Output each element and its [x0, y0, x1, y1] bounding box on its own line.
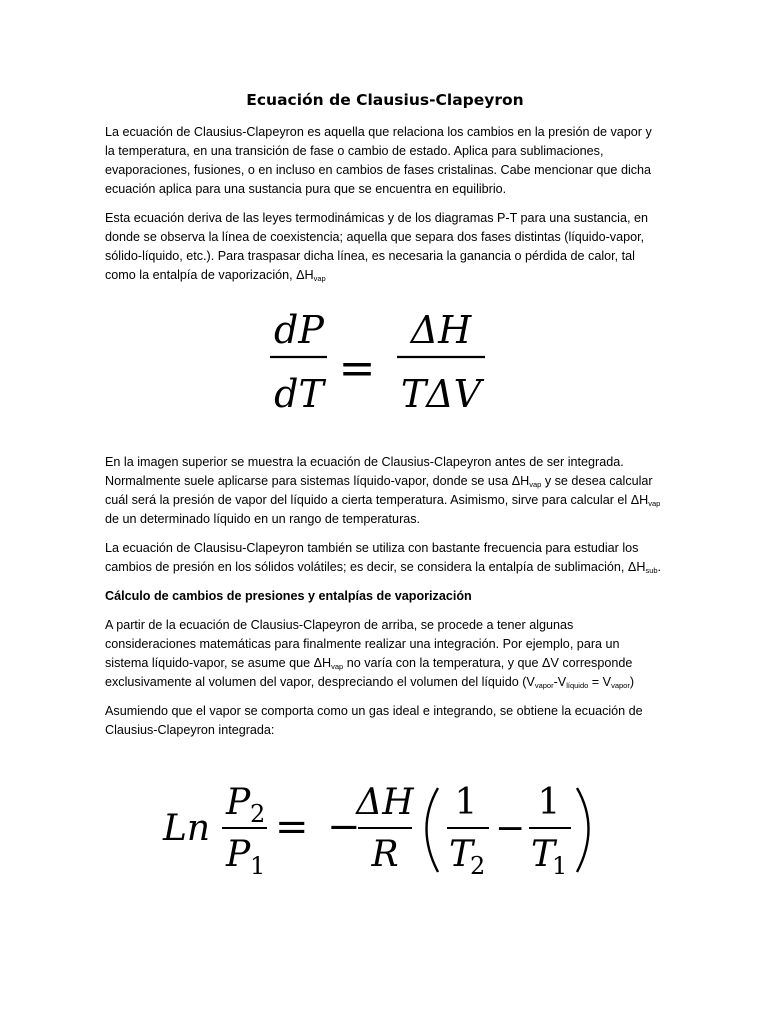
paragraph-considerations [105, 616, 665, 692]
eq2-p2-subscript: 2 [250, 800, 266, 828]
equation-differential [105, 295, 665, 445]
eq1-denominator-right: TΔV [400, 372, 482, 416]
paragraph-considerations-text-a: A partir de la ecuación de Clausius-Clapeyron de arriba, se procede a tener algunas consideraciones matemáticas para finalmente realizar una integración. Por ejemplo, para un sistema líquido-vapor, se asume que ΔH [105, 618, 620, 670]
paragraph-usage [105, 453, 665, 529]
eq2-t1-subscript: 1 [552, 852, 568, 880]
eq2-open-paren [427, 788, 439, 872]
subscript-vap: vap [648, 499, 661, 508]
paragraph-sublimation-text: La ecuación de Clausisu-Clapeyron también se utiliza con bastante frecuencia para estudiar los cambios de presión en los sólidos volátiles; es decir, se considera la entalpía de sublimación, ΔH [105, 541, 646, 574]
eq2-close-paren [577, 788, 589, 872]
section-heading: Cálculo de cambios de presiones y entalpías de vaporización [105, 589, 472, 603]
paragraph-intro-text: La ecuación de Clausius-Clapeyron es aquella que relaciona los cambios en la presión de vapor y la temperatura, en una transición de fase o cambio de estado. Aplica para sublimaciones, evaporaciones, fusiones, o en incluso en cambios de fases cristalinas. Cabe mencionar que dicha ecuación aplica para una sustancia pura que se encuentra en equilibrio. [105, 125, 652, 196]
eq1-numerator-left: dP [274, 308, 324, 352]
eq1-equals-sign: = [338, 343, 376, 394]
subscript-vap: vap [331, 662, 344, 671]
paragraph-considerations-text-e: ) [629, 675, 635, 689]
subscript-liquido: líquido [566, 681, 589, 690]
paragraph-sublimation-end: . [657, 560, 662, 574]
equation-differential-svg [105, 295, 665, 445]
eq2-minus-sign-inner: − [495, 808, 526, 849]
paragraph-ideal-gas [105, 702, 665, 740]
equation-integrated [105, 770, 665, 920]
equation-integrated-svg [105, 770, 665, 920]
paragraph-derivation-text: Esta ecuación deriva de las leyes termodinámicas y de los diagramas P-T para una sustancia, en donde se observa la línea de coexistencia; aquella que separa dos fases distintas (líquido-vapor, sólido-líquido, etc.). Para traspasar dicha línea, es necesaria la ganancia o pérdida de calor, tal como la entalpía de vaporización, ΔH [105, 211, 648, 282]
eq2-equals-sign: = [275, 804, 309, 850]
eq2-ln: Ln [163, 808, 211, 849]
paragraph-usage-text-a: En la imagen superior se muestra la ecuación de Clausius-Clapeyron antes de ser integrada. Normalmente suele aplicarse para sistemas líquido-vapor, donde se usa ΔH [105, 455, 624, 488]
eq2-r: R [371, 834, 399, 875]
document-page [105, 90, 665, 920]
eq1-denominator-left: dT [274, 372, 324, 416]
eq2-one-b: 1 [537, 782, 561, 823]
paragraph-sublimation [105, 539, 665, 577]
paragraph-derivation [105, 209, 665, 285]
eq2-t2-subscript: 2 [470, 852, 486, 880]
subscript-vapor: vapor [534, 681, 554, 690]
paragraph-considerations-text-d: = V [588, 675, 612, 689]
paragraph-usage-text-b: y se desea calcular cuál será la presión de vapor del líquido a cierta temperatura. Asimismo, sirve para calcular el ΔH [105, 474, 653, 507]
subscript-vap: vap [529, 480, 542, 489]
paragraph-ideal-gas-text: Asumiendo que el vapor se comporta como un gas ideal e integrando, se obtiene la ecuación de Clausius-Clapeyron integrada: [105, 704, 643, 737]
paragraph-intro [105, 123, 665, 199]
paragraph-usage-text-c: de un determinado líquido en un rango de temperaturas. [105, 512, 421, 526]
eq1-numerator-right: ΔH [410, 308, 472, 352]
eq2-p2: P [226, 782, 251, 823]
eq2-minus-sign: − [327, 804, 361, 850]
eq2-p1: P [226, 834, 251, 875]
subscript-sub: sub [645, 566, 658, 575]
eq2-one-a: 1 [454, 782, 478, 823]
eq2-p1-subscript: 1 [250, 852, 266, 880]
eq2-delta-h: ΔH [356, 782, 414, 823]
subscript-vap: vap [313, 274, 326, 283]
paragraph-considerations-text-c: -V [553, 675, 567, 689]
document-title: Ecuación de Clausius-Clapeyron [246, 91, 524, 109]
eq2-t2: T [449, 834, 474, 875]
paragraph-considerations-text-b: no varía con la temperatura, y que ΔV corresponde exclusivamente al volumen del vapor, despreciando el volumen del líquido (V [105, 656, 633, 689]
subscript-vapor: vapor [611, 681, 630, 690]
eq2-t1: T [531, 834, 556, 875]
